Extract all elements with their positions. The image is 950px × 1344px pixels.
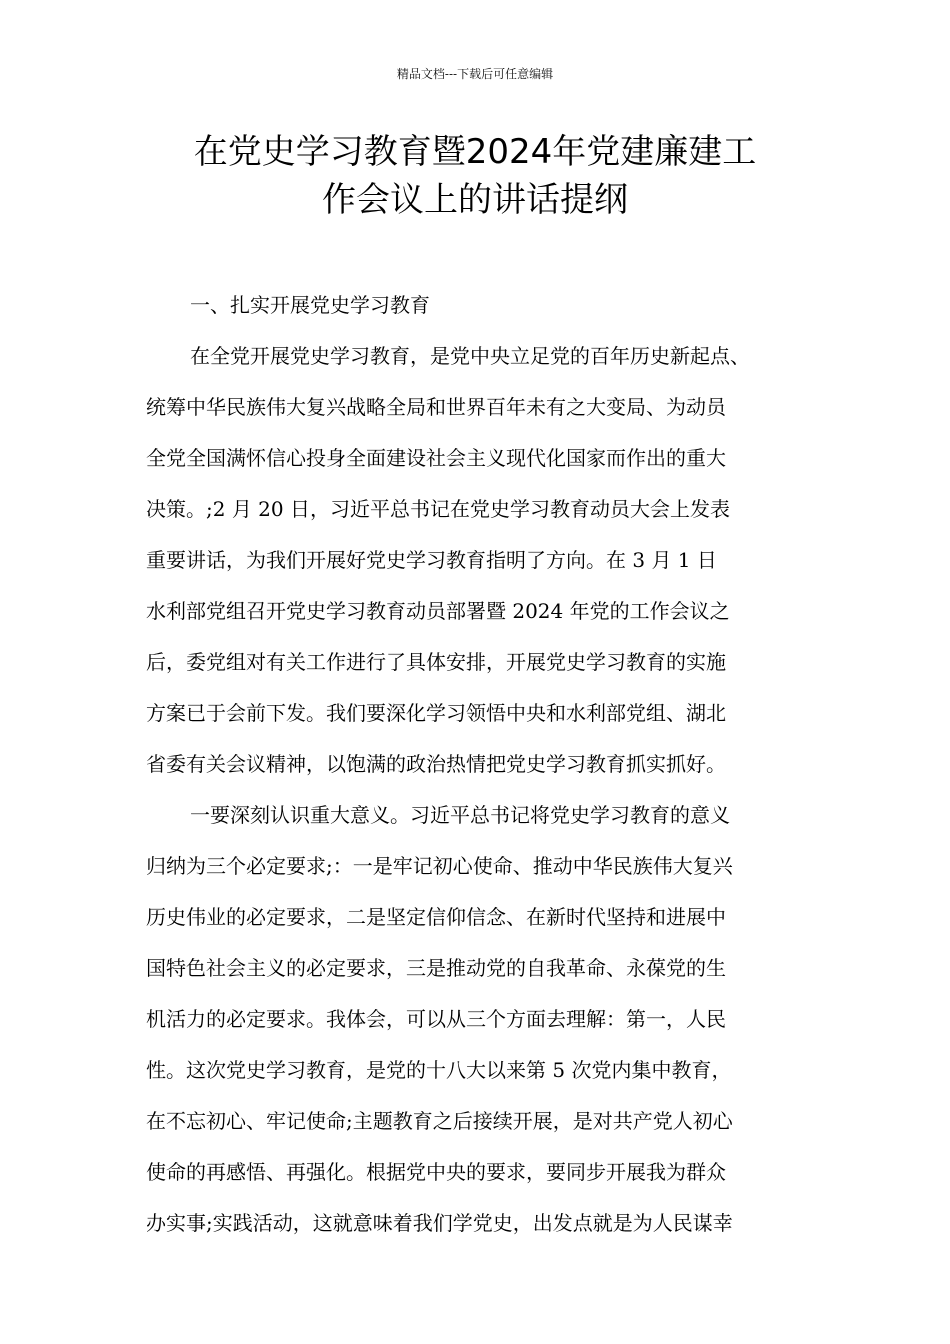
document-title (95, 128, 855, 224)
paragraph-line: 国特色社会主义的必定要求，三是推动党的自我革命、永葆党的生 (146, 956, 726, 980)
paragraph-line: 决策。;2 月 20 日，习近平总书记在党史学习教育动员大会上发表 (146, 497, 730, 521)
paragraph-line: 办实事;实践活动，这就意味着我们学党史，出发点就是为人民谋幸 (146, 1211, 733, 1235)
paragraph-line: 历史伟业的必定要求，二是坚定信仰信念、在新时代坚持和进展中 (146, 905, 726, 929)
paragraph-line: 方案已于会前下发。我们要深化学习领悟中央和水利部党组、湖北 (146, 701, 726, 725)
header-note: 精品文档---下载后可任意编辑 (396, 67, 554, 81)
paragraph-line: 全党全国满怀信心投身全面建设社会主义现代化国家而作出的重大 (146, 446, 726, 470)
paragraph-line: 后，委党组对有关工作进行了具体安排，开展党史学习教育的实施 (146, 650, 726, 674)
paragraph-line: 在全党开展党史学习教育，是党中央立足党的百年历史新起点、 (190, 344, 750, 368)
paragraph-line: 归纳为三个必定要求;：一是牢记初心使命、推动中华民族伟大复兴 (146, 854, 733, 878)
paragraph-line: 机活力的必定要求。我体会，可以从三个方面去理解：第一，人民 (146, 1007, 726, 1031)
paragraph-line: 性。这次党史学习教育，是党的十八大以来第 5 次党内集中教育， (146, 1058, 732, 1082)
paragraph-line: 水利部党组召开党史学习教育动员部署暨 2024 年党的工作会议之 (146, 599, 730, 623)
paragraph-line: 统筹中华民族伟大复兴战略全局和世界百年未有之大变局、为动员 (146, 395, 726, 419)
title-line-2: 作会议上的讲话提纲 (322, 180, 628, 220)
paragraph-line: 在不忘初心、牢记使命;主题教育之后接续开展，是对共产党人初心 (146, 1109, 733, 1133)
body-text (146, 280, 810, 1249)
paragraph-line: 使命的再感悟、再强化。根据党中央的要求，要同步开展我为群众 (146, 1160, 726, 1184)
title-line-1: 在党史学习教育暨2024年党建廉建工 (193, 132, 757, 172)
paragraph-line: 重要讲话，为我们开展好党史学习教育指明了方向。在 3 月 1 日 (146, 548, 717, 572)
paragraph-line: 省委有关会议精神，以饱满的政治热情把党史学习教育抓实抓好。 (146, 752, 726, 776)
section-heading: 一、扎实开展党史学习教育 (190, 293, 430, 317)
paragraph-line: 一要深刻认识重大意义。习近平总书记将党史学习教育的意义 (190, 803, 730, 827)
